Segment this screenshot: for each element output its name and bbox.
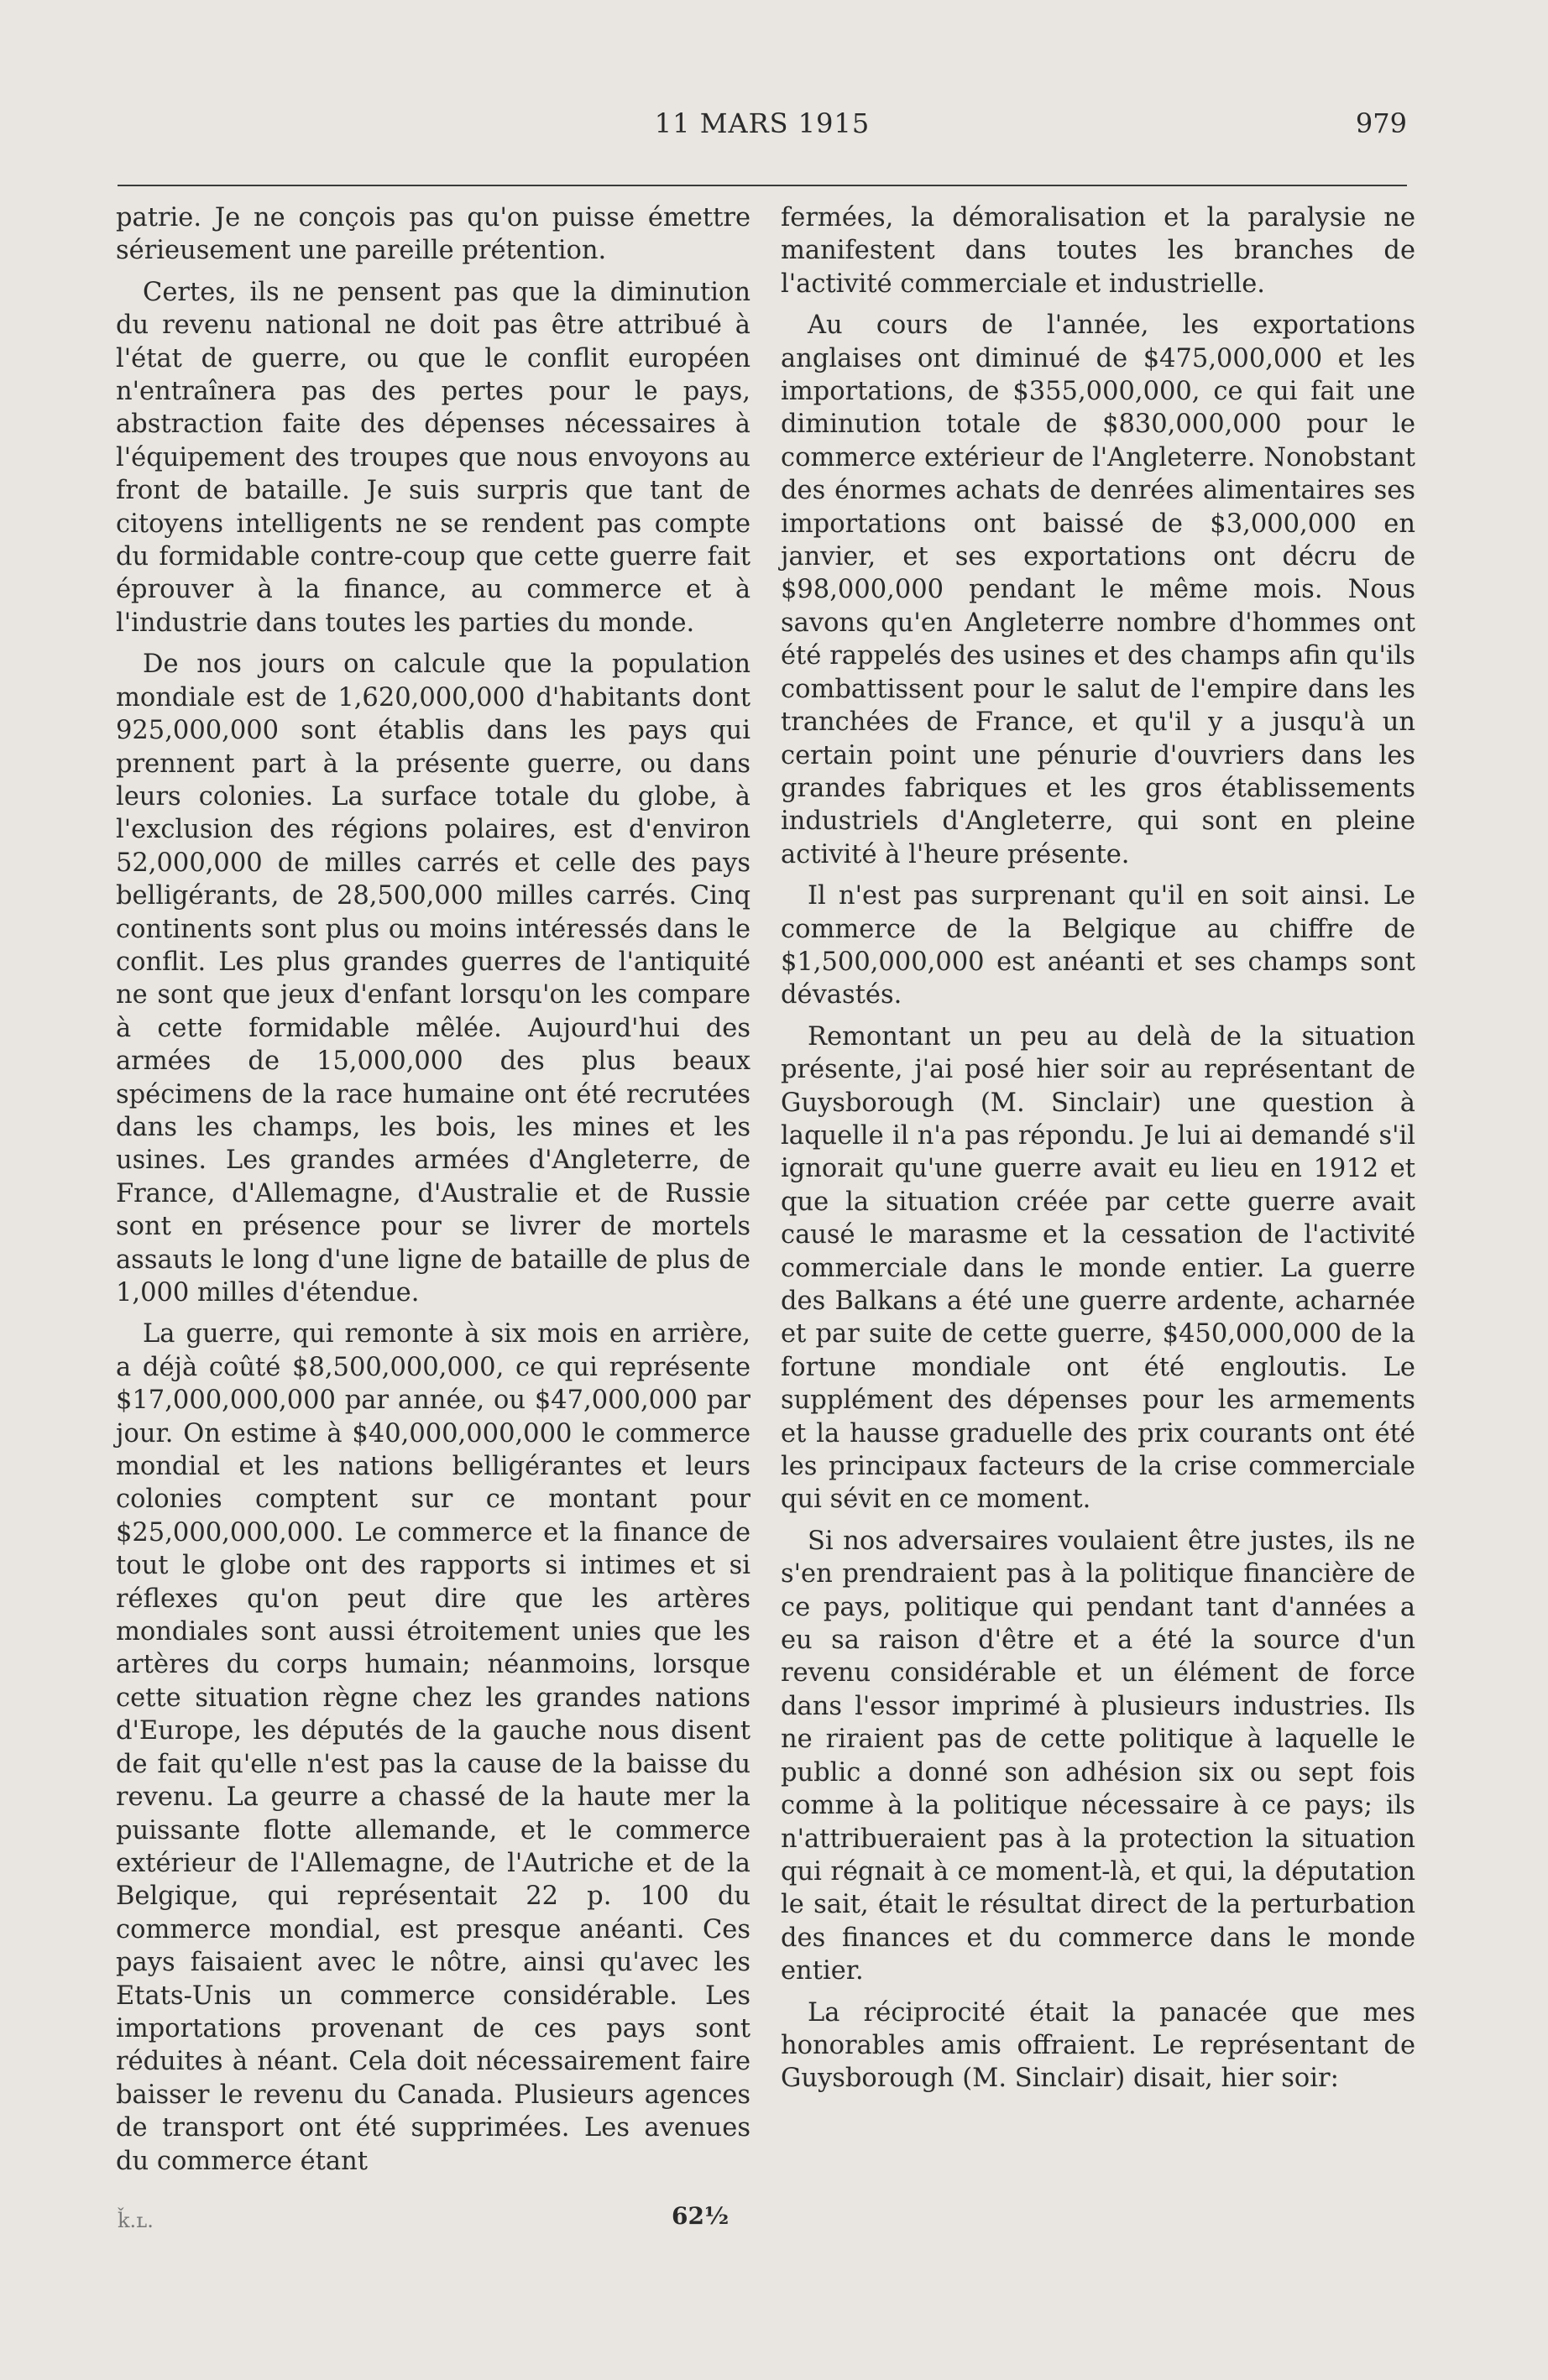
paragraph: Au cours de l'année, les exportations anglaises ont diminué de $475,000,000 et les importations, de $355,000,000, ce qui fait une diminution totale de $830,000,000 pour le commerce extérieur de l'Angleterre. Nonobstant des énormes achats de denrées alimentaires ses importations ont baissé de $3,000,000 en janvier, et ses exportations ont décru de $98,000,000 pendant le même mois. Nous savons qu'en Angleterre nombre d'hommes ont été rappelés des usines et des champs afin qu'ils combattissent pour le salut de l'empire dans les tranchées de France, et qu'il y a jusqu'à un certain point une pénurie d'ouvriers dans les grandes fabriques et les gros établissements industriels d'Angleterre, qui sont en pleine activité à l'heure présente. bbox=[781, 311, 1415, 869]
paragraph: Il n'est pas surprenant qu'il en soit ainsi. Le commerce de la Belgique au chiffre de $1,500,000,000 est anéanti et ses champs sont dévastés. bbox=[781, 881, 1415, 1010]
right-column bbox=[781, 201, 1415, 2096]
paragraph: La réciprocité était la panacée que mes honorables amis offraient. Le représentant de Guysborough (M. Sinclair) disait, hier soir: bbox=[781, 1997, 1415, 2094]
page-date-title: 11 MARS 1915 bbox=[654, 107, 871, 139]
paragraph: Si nos adversaires voulaient être justes, ils ne s'en prendraient pas à la politique financière de ce pays, politique qui pendant tant d'années a eu sa raison d'être et a été la source d'un revenu considérable et un élément de force dans l'essor imprimé à plusieurs industries. Ils ne riraient pas de cette politique à laquelle le public a donné son adhésion six ou sept fois comme à la politique nécessaire à ce pays; ils n'attribueraient pas à la protection la situation qui régnait à ce moment-là, et qui, la députation le sait, était le résultat direct de la perturbation des finances et du commerce dans le monde entier. bbox=[781, 1526, 1415, 1986]
footer-left-mark: ǩ.ʟ. bbox=[118, 2209, 154, 2232]
page-number: 979 bbox=[1355, 107, 1407, 139]
paragraph: La guerre, qui remonte à six mois en arrière, a déjà coûté $8,500,000,000, ce qui représente $17,000,000,000 par année, ou $47,000,000 par jour. On estime à $40,000,000,000 le commerce mondial et les nations belligérantes et leurs colonies comptent sur ce montant pour $25,000,000,000. Le commerce et la finance de tout le globe ont des rapports si intimes et si réflexes qu'on peut dire que les artères mondiales sont aussi étroitement unies que les artères du corps humain; néanmoins, lorsque cette situation règne chez les grandes nations d'Europe, les députés de la gauche nous disent de fait qu'elle n'est pas la cause de la baisse du revenu. La geurre a chassé de la haute mer la puissante flotte allemande, et le commerce extérieur de l'Allemagne, de l'Autriche et de la Belgique, qui représentait 22 p. 100 du commerce mondial, est presque anéanti. Ces pays faisaient avec le nôtre, ainsi qu'avec les Etats-Unis un commerce considérable. Les importations provenant de ces pays sont réduites à néant. Cela doit nécessairement faire baisser le revenu du Canada. Plusieurs agences de transport ont été supprimées. Les avenues du commerce étant bbox=[116, 1319, 750, 2176]
paragraph: Remontant un peu au delà de la situation présente, j'ai posé hier soir au représentant de Guysborough (M. Sinclair) une question à laquelle il n'a pas répondu. Je lui ai demandé s'il ignorait qu'une guerre avait eu lieu en 1912 et que la situation créée par cette guerre avait causé le marasme et la cessation de l'activité commerciale dans le monde entier. La guerre des Balkans a été une guerre ardente, acharnée et par suite de cette guerre, $450,000,000 de la fortune mondiale ont été engloutis. Le supplément des dépenses pour les armements et la hausse graduelle des prix courants ont été les principaux facteurs de la crise commerciale qui sévit en ce moment. bbox=[781, 1021, 1415, 1515]
paragraph: Certes, ils ne pensent pas que la diminution du revenu national ne doit pas être attribué à l'état de guerre, ou que le conflit européen n'entraînera pas des pertes pour le pays, abstraction faite des dépenses nécessaires à l'équipement des troupes que nous envoyons au front de bataille. Je suis surpris que tant de citoyens intelligents ne se rendent pas compte du formidable contre-coup que cette guerre fait éprouver à la finance, au commerce et à l'industrie dans toutes les parties du monde. bbox=[116, 277, 750, 638]
paragraph: De nos jours on calcule que la population mondiale est de 1,620,000,000 d'habitants dont 925,000,000 sont établis dans les pays qui prennent part à la présente guerre, ou dans leurs colonies. La surface totale du globe, à l'exclusion des régions polaires, est d'environ 52,000,000 de milles carrés et celle des pays belligérants, de 28,500,000 milles carrés. Cinq continents sont plus ou moins intéressés dans le conflit. Les plus grandes guerres de l'antiquité ne sont que jeux d'enfant lorsqu'on les compare à cette formidable mêlée. Aujourd'hui des armées de 15,000,000 des plus beaux spécimens de la race humaine ont été recrutées dans les champs, les bois, les mines et les usines. Les grandes armées d'Angleterre, de France, d'Allemagne, d'Australie et de Russie sont en présence pour se livrer de mortels assauts le long d'une ligne de bataille de plus de 1,000 milles d'étendue. bbox=[116, 650, 750, 1307]
signature-mark: 62½ bbox=[672, 2202, 730, 2230]
page-header bbox=[118, 99, 1407, 149]
header-rule bbox=[118, 185, 1407, 186]
left-column bbox=[116, 201, 750, 2178]
paragraph: fermées, la démoralisation et la paralysie ne manifestent dans toutes les branches de l'activité commerciale et industrielle. bbox=[781, 203, 1415, 299]
paragraph: patrie. Je ne conçois pas qu'on puisse émettre sérieusement une pareille prétention. bbox=[116, 203, 750, 266]
